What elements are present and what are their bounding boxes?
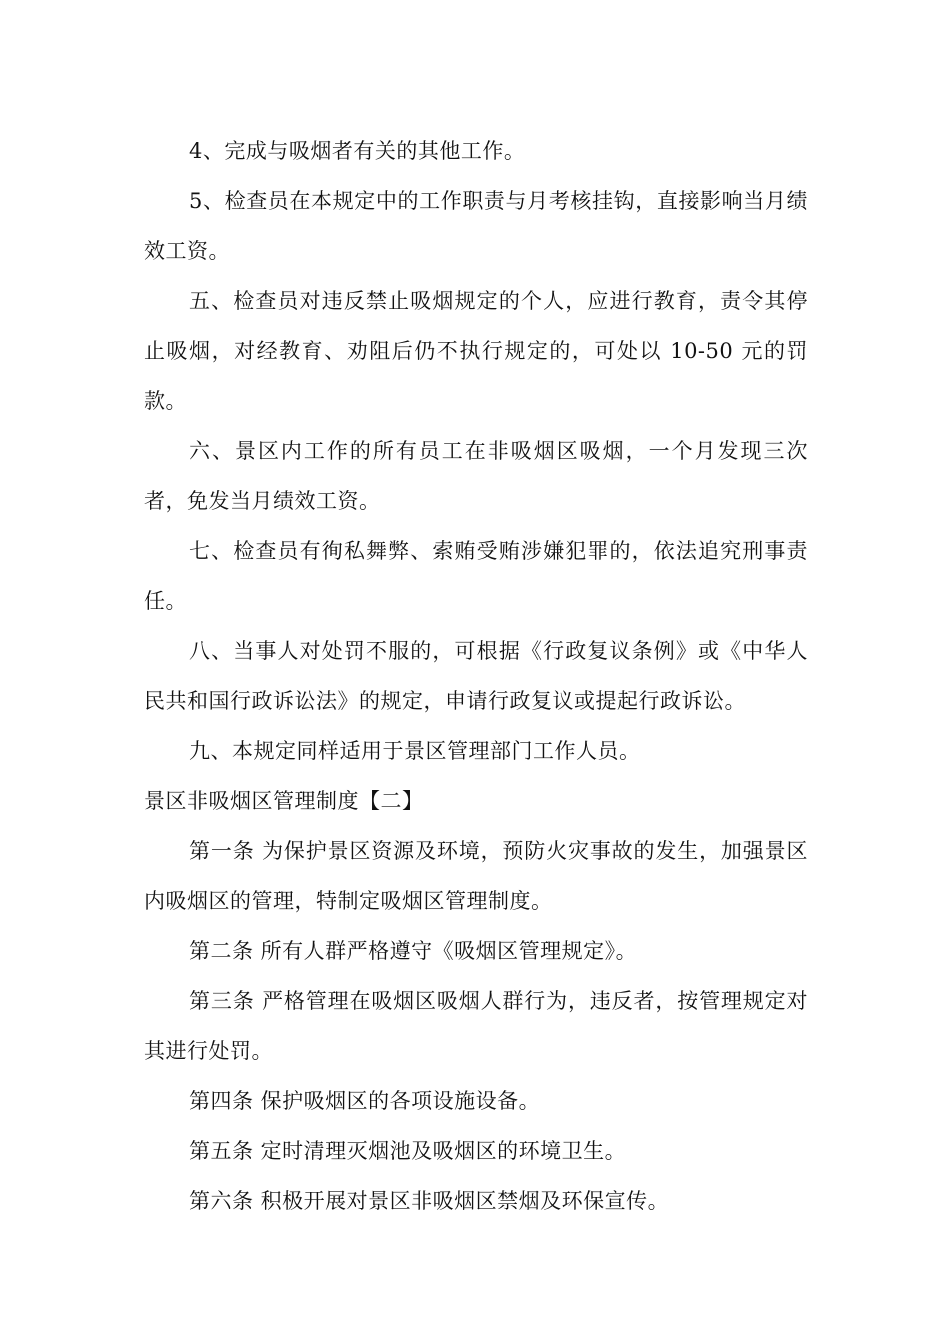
paragraph-section-5: 五、检查员对违反禁止吸烟规定的个人，应进行教育，责令其停止吸烟，对经教育、劝阻后仍不执行规定的，可处以 10-50 元的罚款。 [144,289,808,413]
paragraph-section-6: 六、景区内工作的所有员工在非吸烟区吸烟，一个月发现三次者，免发当月绩效工资。 [144,439,808,513]
article-4: 第四条 保护吸烟区的各项设施设备。 [189,1089,541,1113]
article-6: 第六条 积极开展对景区非吸烟区禁烟及环保宣传。 [189,1189,670,1213]
article-5: 第五条 定时清理灭烟池及吸烟区的环境卫生。 [189,1139,627,1163]
paragraph-section-9: 九、本规定同样适用于景区管理部门工作人员。 [189,739,641,763]
article-3: 第三条 严格管理在吸烟区吸烟人群行为，违反者，按管理规定对其进行处罚。 [144,989,808,1063]
paragraph-item-5: 5、检查员在本规定中的工作职责与月考核挂钩，直接影响当月绩效工资。 [144,189,808,263]
document-body [144,126,808,1226]
section-heading: 景区非吸烟区管理制度【二】 [144,789,424,813]
paragraph-item-4: 4、完成与吸烟者有关的其他工作。 [189,139,526,163]
article-1: 第一条 为保护景区资源及环境，预防火灾事故的发生，加强景区内吸烟区的管理，特制定吸烟区管理制度。 [144,839,808,913]
paragraph-section-7: 七、检查员有徇私舞弊、索贿受贿涉嫌犯罪的，依法追究刑事责任。 [144,539,808,613]
article-2: 第二条 所有人群严格遵守《吸烟区管理规定》。 [189,939,638,963]
paragraph-section-8: 八、当事人对处罚不服的，可根据《行政复议条例》或《中华人民共和国行政诉讼法》的规定，申请行政复议或提起行政诉讼。 [144,639,808,713]
